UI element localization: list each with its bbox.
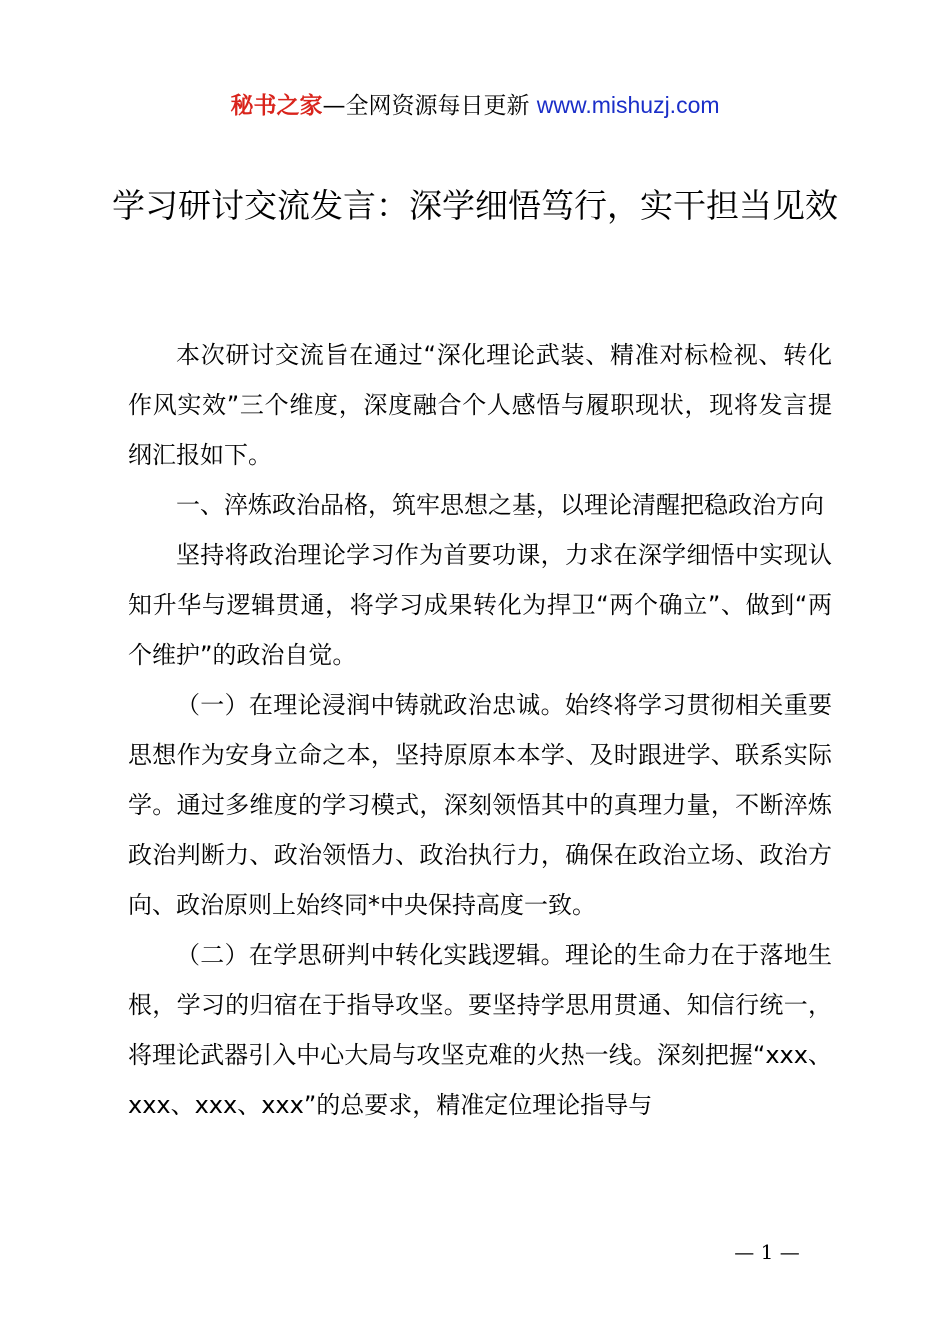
document-title: 学习研讨交流发言：深学细悟笃行，实干担当见效 [112, 186, 838, 225]
document-body [128, 330, 832, 1130]
subsection-2-paragraph: （二）在学思研判中转化实践逻辑。理论的生命力在于落地生根，学习的归宿在于指导攻坚。要坚持学思用贯通、知信行统一，将理论武器引入中心大局与攻坚克难的火热一线。深刻把握“xxx、xxx、xxx、xxx”的总要求，精准定位理论指导与 [128, 941, 832, 1119]
site-brand: 秘书之家 [230, 93, 323, 119]
site-url-link[interactable]: www.mishuzj.com [536, 92, 720, 118]
subsection-1-paragraph: （一）在理论浸润中铸就政治忠诚。始终将学习贯彻相关重要思想作为安身立命之本，坚持原原本本学、及时跟进学、联系实际学。通过多维度的学习模式，深刻领悟其中的真理力量，不断淬炼政治判断力、政治领悟力、政治执行力，确保在政治立场、政治方向、政治原则上始终同*中央保持高度一致。 [128, 691, 832, 919]
intro-paragraph: 本次研讨交流旨在通过“深化理论武装、精准对标检视、转化作风实效”三个维度，深度融合个人感悟与履职现状，现将发言提纲汇报如下。 [128, 341, 832, 469]
site-header [0, 88, 950, 123]
section-1-paragraph: 坚持将政治理论学习作为首要功课，力求在深学细悟中实现认知升华与逻辑贯通，将学习成果转化为捍卫“两个确立”、做到“两个维护”的政治自觉。 [128, 541, 832, 669]
page-number: — 1 — [734, 1240, 800, 1264]
section-heading-1: 一、淬炼政治品格，筑牢思想之基，以理论清醒把稳政治方向 [176, 491, 824, 519]
site-tagline: —全网资源每日更新 [322, 93, 530, 119]
